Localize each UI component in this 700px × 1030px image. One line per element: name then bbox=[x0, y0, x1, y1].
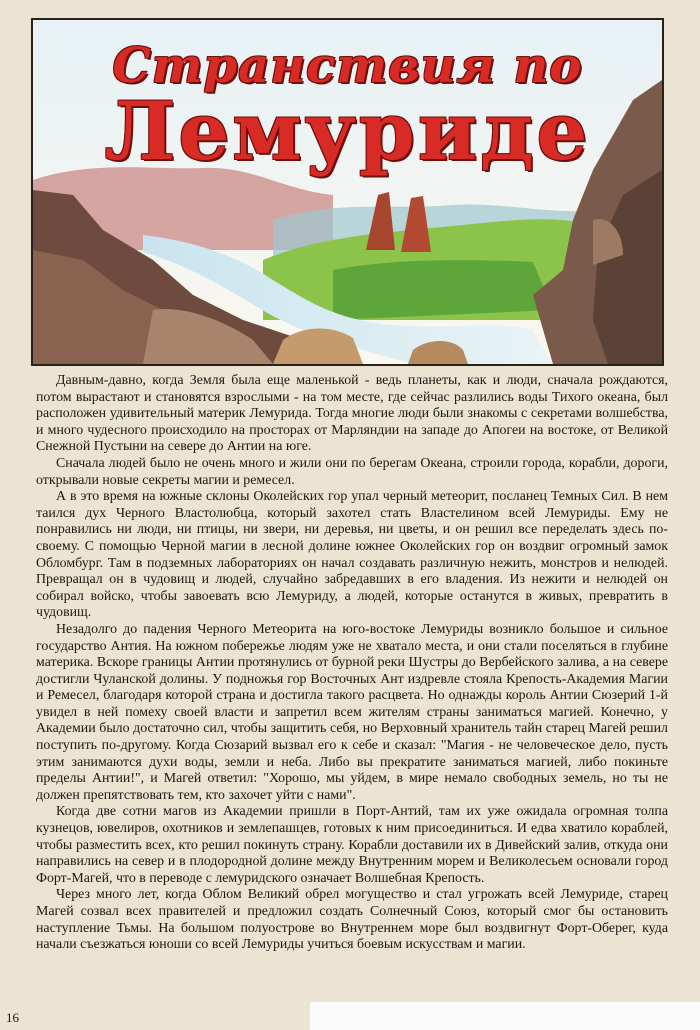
paragraph-6: Через много лет, когда Облом Великий обрел могущество и стал угрожать всей Лемуриде, старец Магей созвал всех правителей и предложил создать Солнечный Союз, который смог бы остановить наступление Тьмы. На большом полуострове во Внутреннем море был воздвигнут Форт-Оберег, куда начали съезжаться юноши со всей Лемуриды учиться боевым искусствам и магии. bbox=[36, 887, 668, 953]
paragraph-3: А в это время на южные склоны Околейских гор упал черный метеорит, посланец Темных Сил. В нем таился дух Черного Властолюбца, который захотел стать Властелином всей Лемуриды. Ему не понравились ни люди, ни птицы, ни звери, ни деревья, ни цветы, и он решил все переделать здесь по-своему. С помощью Черной магии в лесной долине южнее Околейских гор он воздвиг огромный замок Обломбург. Там в подземных лабораториях он начал создавать различную нежить, монстров и нелюдей. Превращал он в чудовищ и людей, случайно забредавших в его владения. Из нежити и нелюдей он собирал войско, чтобы завоевать всю Лемуриду, а людей, которые останутся в живых, превратить в чудовищ. bbox=[36, 489, 668, 621]
paragraph-1: Давным-давно, когда Земля была еще маленькой - ведь планеты, как и люди, сначала рождаются, потом вырастают и становятся взрослыми - на том месте, где сейчас разлились воды Тихого океана, был расположен удивительный материк Лемурида. Тогда многие люди были знакомы с секретами волшебства, и много чудесного происходило на просторах от Марляндии на западе до Апогеи на востоке, от Великой Снежной Пустыни на севере до Антии на юге. bbox=[36, 373, 668, 455]
paragraph-4: Незадолго до падения Черного Метеорита на юго-востоке Лемуриды возникло большое и сильное государство Антия. На южном побережье людям уже не хватало места, и они стали поселяться в глубине материка. Вскоре границы Антии протянулись от бурной реки Шустры до Вербейского залива, а на севере достигли Чуланской долины. У подножья гор Восточных Ант издревле стояла Крепость-Академия Магии и Ремесел, благодаря которой страна и достигла такого расцвета. Но однажды король Антии Сюзерий 1-й увидел в ней помеху своей власти и запретил всем жителям страны заниматься магией. Конечно, у Академии было достаточно сил, чтобы защитить себя, но Верховный хранитель тайн старец Магей решил поступить по-другому. Когда Сюзарий вызвал его к себе и сказал: "Магия - не человеческое дело, пусть этим занимаются духи воды, земли и неба. Либо вы прекратите заниматься магией, либо покиньте пределы Антии!", и Магей ответил: "Хорошо, мы уйдем, в мире немало свободных земель, но ты не должен препятствовать тем, кто захочет уйти с нами". bbox=[36, 621, 668, 803]
page-number: 16 bbox=[6, 1010, 19, 1025]
paragraph-5: Когда две сотни магов из Академии пришли в Порт-Антий, там их уже ожидала огромная толпа кузнецов, ювелиров, охотников и землепашцев, готовых к ним присоединиться. И едва хватило кораблей, чтобы разместить всех, кто решил покинуть страну. Корабли доставили их в Дивейский залив, откуда они направились на север и в плодородной долине между Внутренним морем и Великолесьем основали город Форт-Магей, что в переводе с лемуридского означает Волшебная Крепость. bbox=[36, 804, 668, 886]
article-body bbox=[36, 373, 668, 954]
scan-margin bbox=[310, 1002, 700, 1030]
title-line-1: Странствия по bbox=[112, 38, 583, 94]
paragraph-2: Сначала людей было не очень много и жили они по берегам Океана, строили города, корабли, дороги, открывали новые секреты магии и ремесел. bbox=[36, 455, 668, 488]
title-line-2: Лемуриде bbox=[104, 84, 591, 178]
cover-illustration bbox=[31, 18, 664, 366]
